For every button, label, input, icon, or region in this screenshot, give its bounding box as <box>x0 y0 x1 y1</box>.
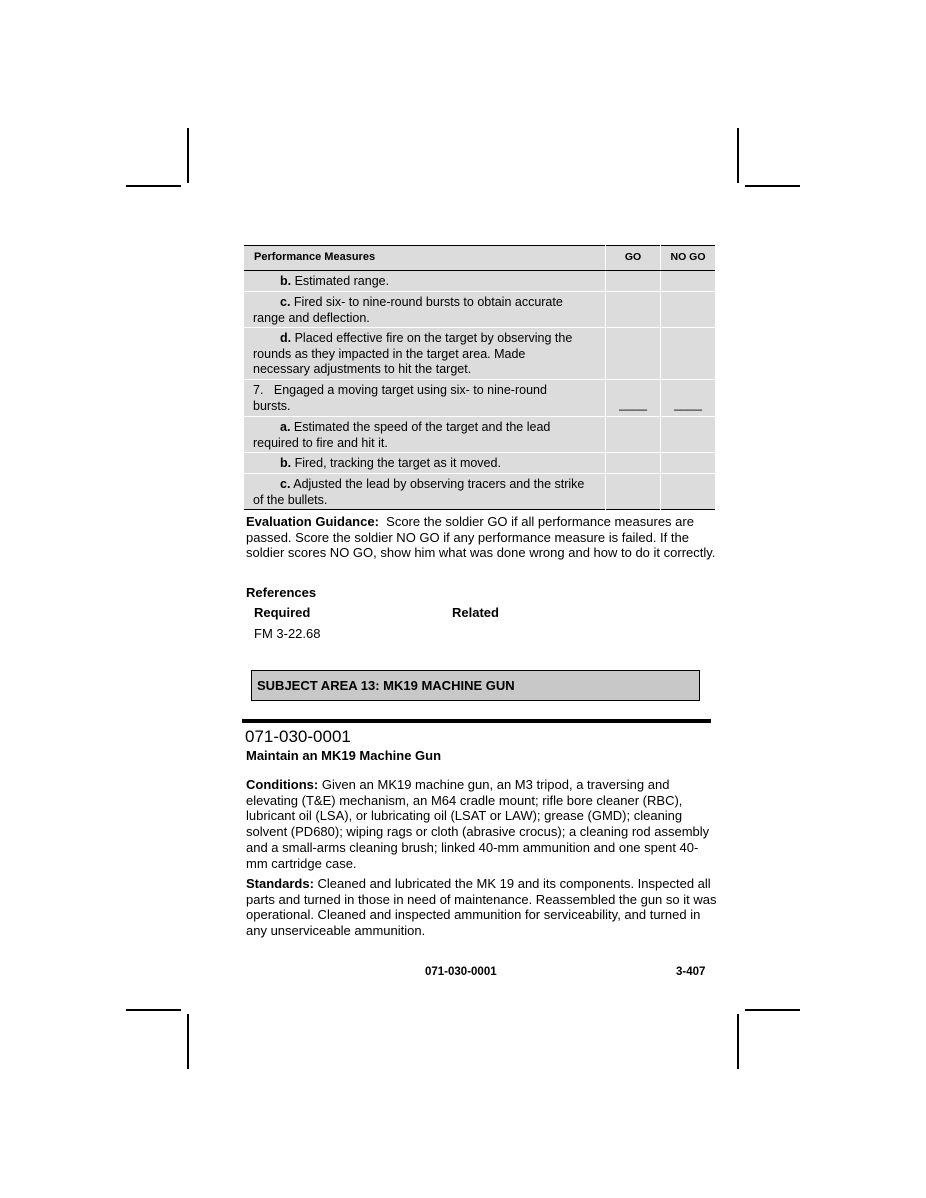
nogo-cell <box>661 474 716 510</box>
measure-text: Placed effective fire on the target by observing the rounds as they impacted in the target area. Made necessary adjustments to hit the target. <box>253 331 573 376</box>
measure-prefix: b. <box>280 456 292 470</box>
table-row <box>244 271 715 292</box>
table-row <box>244 292 715 328</box>
measure-text: Engaged a moving target using six- to nine-round bursts. <box>253 383 547 413</box>
references-related-label: Related <box>452 605 499 620</box>
table-row <box>244 474 715 510</box>
task-title: Maintain an MK19 Machine Gun <box>246 748 442 763</box>
performance-measures-table <box>244 245 715 510</box>
crop-mark-bottom-left-vertical <box>187 1014 189 1069</box>
go-header: GO <box>606 246 661 271</box>
table-row <box>244 417 715 453</box>
nogo-cell <box>661 453 716 474</box>
footer-task-number: 071-030-0001 <box>425 966 497 978</box>
go-cell <box>606 328 661 380</box>
measure-prefix: a. <box>280 420 291 434</box>
go-cell <box>606 453 661 474</box>
measure-text: Fired, tracking the target as it moved. <box>294 456 501 470</box>
evaluation-guidance-text: Score the soldier GO if all performance measures are passed. Score the soldier NO GO if any performance measure is failed. If the soldier scores NO GO, show him what was done wrong and how to do it correctly. <box>246 514 716 561</box>
crop-mark-top-left-horizontal <box>126 185 181 187</box>
task-number: 071-030-0001 <box>245 727 351 746</box>
measure-text: Estimated the speed of the target and the lead required to fire and hit it. <box>253 420 551 450</box>
subject-area-banner: SUBJECT AREA 13: MK19 MACHINE GUN <box>251 670 700 701</box>
measure-cell <box>244 292 606 328</box>
go-cell <box>606 474 661 510</box>
measure-cell <box>244 328 606 380</box>
nogo-cell <box>661 271 716 292</box>
table-row <box>244 380 715 417</box>
nogo-header: NO GO <box>661 246 716 271</box>
evaluation-guidance <box>246 514 718 561</box>
crop-mark-bottom-right-horizontal <box>745 1009 800 1011</box>
go-cell <box>606 292 661 328</box>
measure-prefix: d. <box>280 331 292 345</box>
measure-text: Estimated range. <box>294 274 390 288</box>
nogo-cell <box>661 380 716 417</box>
nogo-cell <box>661 292 716 328</box>
crop-mark-top-left-vertical <box>187 128 189 183</box>
measure-cell <box>244 271 606 292</box>
measure-prefix: c. <box>280 477 291 491</box>
measure-cell <box>244 453 606 474</box>
measure-prefix: b. <box>280 274 292 288</box>
table-row <box>244 328 715 380</box>
measure-cell <box>244 474 606 510</box>
measure-prefix: c. <box>280 295 291 309</box>
table-row <box>244 453 715 474</box>
conditions-label: Conditions: <box>246 777 319 792</box>
crop-mark-top-right-horizontal <box>745 185 800 187</box>
references-title: References <box>246 585 317 600</box>
measure-cell <box>244 380 606 417</box>
crop-mark-bottom-right-vertical <box>737 1014 739 1069</box>
go-cell <box>606 417 661 453</box>
references-required-label: Required <box>254 605 311 620</box>
nogo-cell <box>661 328 716 380</box>
go-cell <box>606 271 661 292</box>
table-header-row <box>244 246 715 271</box>
performance-measures-header: Performance Measures <box>244 246 606 271</box>
measure-cell <box>244 417 606 453</box>
evaluation-guidance-label: Evaluation Guidance: <box>246 514 379 529</box>
crop-mark-top-right-vertical <box>737 128 739 183</box>
conditions-text: Given an MK19 machine gun, an M3 tripod, a traversing and elevating (T&E) mechanism, an M64 cradle mount; rifle bore cleaner (RBC), lubricant oil (LSA), or lubricating oil (LSAT or LAW); grease (GMD); cleaning solvent (PD680); wiping rags or cloth (abrasive crocus); a cleaning rod assembly and a small-arms cleaning brush; linked 40-mm ammunition and one spent 40-mm cartridge case. <box>246 777 710 871</box>
required-reference-item: FM 3-22.68 <box>254 626 321 641</box>
task-divider <box>242 719 711 723</box>
measure-prefix: 7. <box>253 383 264 397</box>
go-cell <box>606 380 661 417</box>
task-standards <box>246 876 718 939</box>
nogo-cell <box>661 417 716 453</box>
page-number: 3-407 <box>676 966 706 978</box>
measure-text: Fired six- to nine-round bursts to obtain accurate range and deflection. <box>253 295 563 325</box>
task-conditions <box>246 777 718 871</box>
measure-text: Adjusted the lead by observing tracers and the strike of the bullets. <box>253 477 585 507</box>
standards-text: Cleaned and lubricated the MK 19 and its components. Inspected all parts and turned in those in need of maintenance. Reassembled the gun so it was operational. Cleaned and inspected ammunition for serviceability, and turned in any unserviceable ammunition. <box>246 876 717 939</box>
nogo-blank: ____ <box>674 396 702 411</box>
go-blank: ____ <box>619 396 647 411</box>
standards-label: Standards: <box>246 876 314 891</box>
crop-mark-bottom-left-horizontal <box>126 1009 181 1011</box>
